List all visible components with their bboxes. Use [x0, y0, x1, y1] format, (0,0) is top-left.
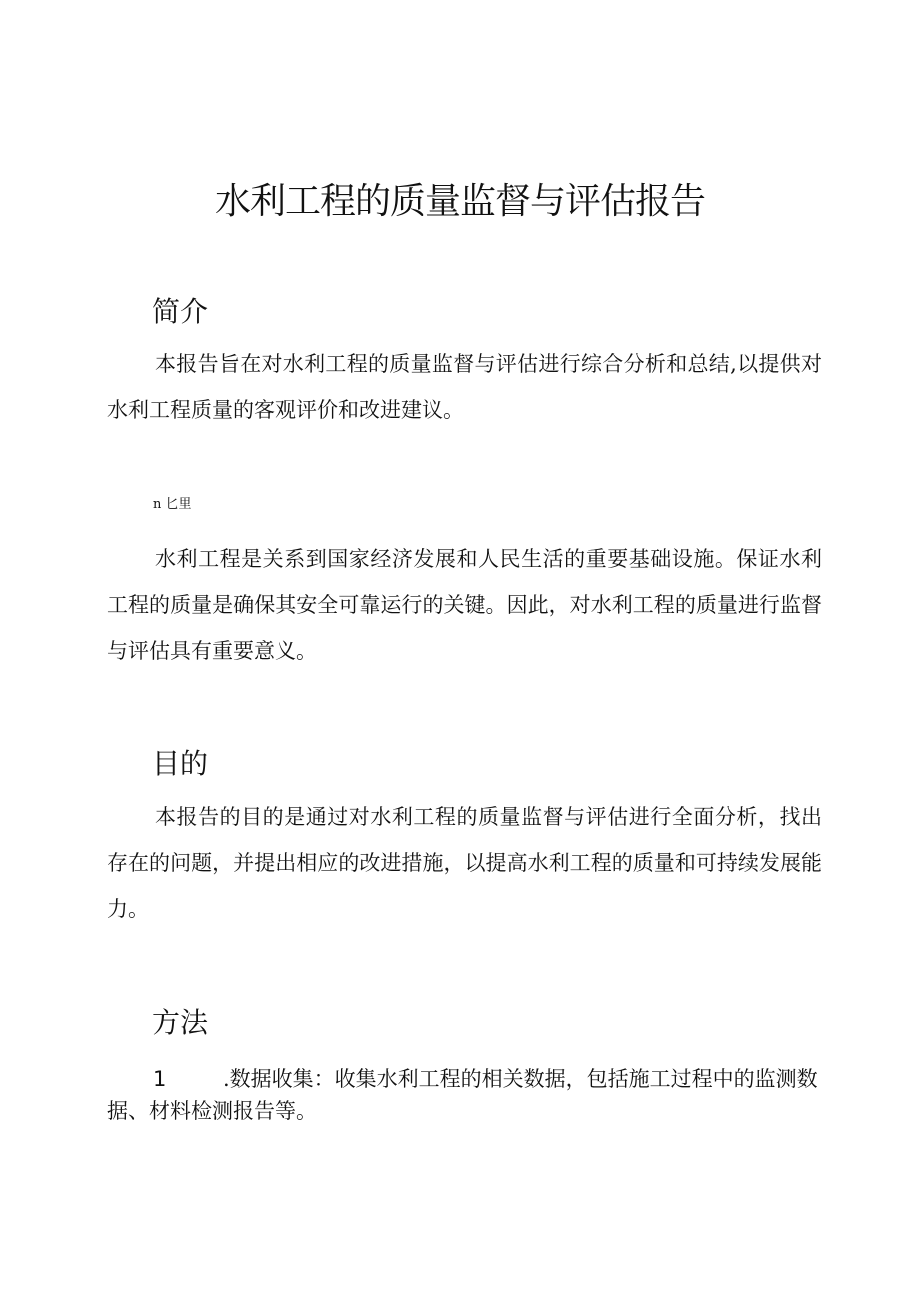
list-item-text: .数据收集：收集水利工程的相关数据，包括施工过程中的监测数据、材料检测报告等。 [107, 1067, 818, 1123]
background-label: n 匕里 [153, 497, 192, 512]
intro-paragraph: 本报告旨在对水利工程的质量监督与评估进行综合分析和总结,以提供对水利工程质量的客观评价和改进建议。 [107, 352, 822, 422]
list-item-number: 1 [153, 1067, 167, 1091]
section-heading-purpose: 目的 [152, 747, 209, 780]
background-paragraph: 水利工程是关系到国家经济发展和人民生活的重要基础设施。保证水利工程的质量是确保其安全可靠运行的关键。因此，对水利工程的质量进行监督与评估具有重要意义。 [107, 547, 822, 663]
purpose-paragraph: 本报告的目的是通过对水利工程的质量监督与评估进行全面分析，找出存在的问题，并提出相应的改进措施，以提高水利工程的质量和可持续发展能力。 [107, 805, 822, 921]
document-title: 水利工程的质量监督与评估报告 [214, 181, 705, 222]
section-heading-intro: 简介 [152, 295, 209, 328]
method-list-item [107, 1063, 822, 1127]
section-heading-method: 方法 [152, 1006, 209, 1039]
